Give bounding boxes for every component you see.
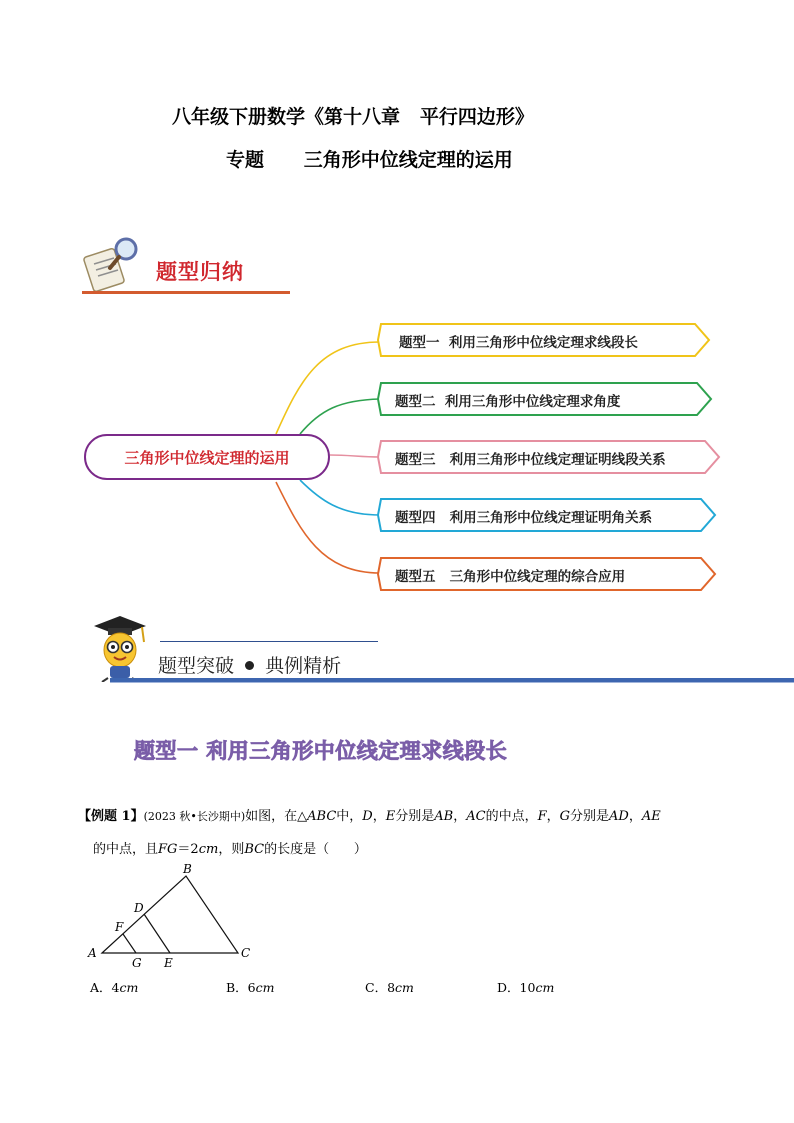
- branch-label-2: 题型二 利用三角形中位线定理求角度: [395, 394, 621, 410]
- option-b[interactable]: [226, 978, 275, 996]
- segment-fg: [123, 934, 136, 953]
- option-a-text: A．4: [90, 980, 120, 995]
- text-seg: ，: [546, 809, 560, 824]
- type1-heading: 题型一 利用三角形中位线定理求线段长: [134, 739, 508, 763]
- option-b-text: B．6: [226, 980, 256, 995]
- option-d-unit: cm: [535, 980, 555, 995]
- section2-label: [158, 651, 341, 678]
- text-seg: ，: [453, 809, 467, 824]
- section2-top-line: [160, 641, 378, 642]
- graduate-mascot-icon: [86, 612, 150, 682]
- label-c: C: [241, 946, 251, 960]
- var-d: D: [362, 809, 373, 824]
- label-g: G: [132, 956, 142, 970]
- page-subtitle: 专题 三角形中位线定理的运用: [226, 149, 513, 171]
- option-d[interactable]: [497, 978, 554, 996]
- text-seg: ，: [372, 809, 386, 824]
- example-source: (2023 秋•长沙期中): [143, 810, 246, 823]
- var-ab: AB: [434, 809, 454, 824]
- var-f: F: [537, 809, 547, 824]
- text-seg: 的中点，且: [93, 842, 159, 857]
- var-abc: ABC: [307, 809, 337, 824]
- connector-4: [300, 480, 380, 515]
- connector-3: [330, 455, 380, 457]
- label-e: E: [164, 956, 173, 970]
- connector-1: [276, 342, 380, 434]
- text-seg: 的中点，: [485, 809, 538, 824]
- example1-line2: [93, 838, 367, 857]
- notepad-magnifier-icon: [82, 236, 142, 294]
- option-b-unit: cm: [255, 980, 275, 995]
- text-seg: 分别是: [570, 809, 610, 824]
- branch-label-1: 题型一 利用三角形中位线定理求线段长: [399, 335, 638, 351]
- unit-cm: cm: [198, 842, 219, 857]
- branch-label-5: 题型五 三角形中位线定理的综合应用: [395, 569, 626, 585]
- segment-de: [144, 914, 170, 953]
- example-tag: 【例题 1】: [78, 809, 144, 824]
- example1-line1: [78, 805, 661, 824]
- option-a[interactable]: [90, 978, 138, 996]
- label-b: B: [183, 862, 192, 876]
- page-title: 八年级下册数学《第十八章 平行四边形》: [172, 106, 534, 128]
- option-c-unit: cm: [395, 980, 414, 995]
- text-seg: 分别是: [395, 809, 435, 824]
- var-ae: AE: [641, 809, 661, 824]
- var-ac: AC: [466, 809, 486, 824]
- triangle-figure: [86, 858, 266, 973]
- triangle-abc: [102, 876, 238, 953]
- label-a: A: [88, 946, 97, 960]
- section2-label-a: 题型突破: [158, 655, 235, 677]
- text-seg: 中，: [336, 809, 363, 824]
- bullet-dot-icon: [245, 661, 254, 670]
- option-c[interactable]: [365, 978, 414, 996]
- section2-underline-shadow: [110, 682, 794, 683]
- text-seg: ，: [628, 809, 642, 824]
- text-seg: 的长度是（ ）: [264, 842, 367, 857]
- option-d-text: D．10: [497, 980, 536, 995]
- text-seg: ＝2: [177, 842, 199, 857]
- mindmap-center-label: 三角形中位线定理的运用: [124, 448, 290, 467]
- var-bc: BC: [244, 842, 265, 857]
- var-ad: AD: [609, 809, 629, 824]
- section-banner-label: 题型归纳: [156, 260, 244, 284]
- banner-underline: [82, 291, 290, 294]
- connector-2: [300, 399, 380, 434]
- label-d: D: [134, 901, 144, 915]
- option-c-text: C．8: [365, 980, 396, 995]
- text-seg: 如图，在△: [245, 809, 308, 824]
- var-e: E: [385, 809, 396, 824]
- connector-5: [276, 482, 380, 573]
- branch-label-4: 题型四 利用三角形中位线定理证明角关系: [395, 510, 653, 526]
- branch-label-3: 题型三 利用三角形中位线定理证明线段关系: [395, 452, 666, 468]
- section2-label-b: 典例精析: [265, 655, 342, 677]
- var-g: G: [559, 809, 571, 824]
- text-seg: ，则: [218, 842, 245, 857]
- label-f: F: [115, 920, 124, 934]
- option-a-unit: cm: [119, 980, 139, 995]
- mindmap-center: [84, 434, 330, 480]
- var-fg: FG: [158, 842, 178, 857]
